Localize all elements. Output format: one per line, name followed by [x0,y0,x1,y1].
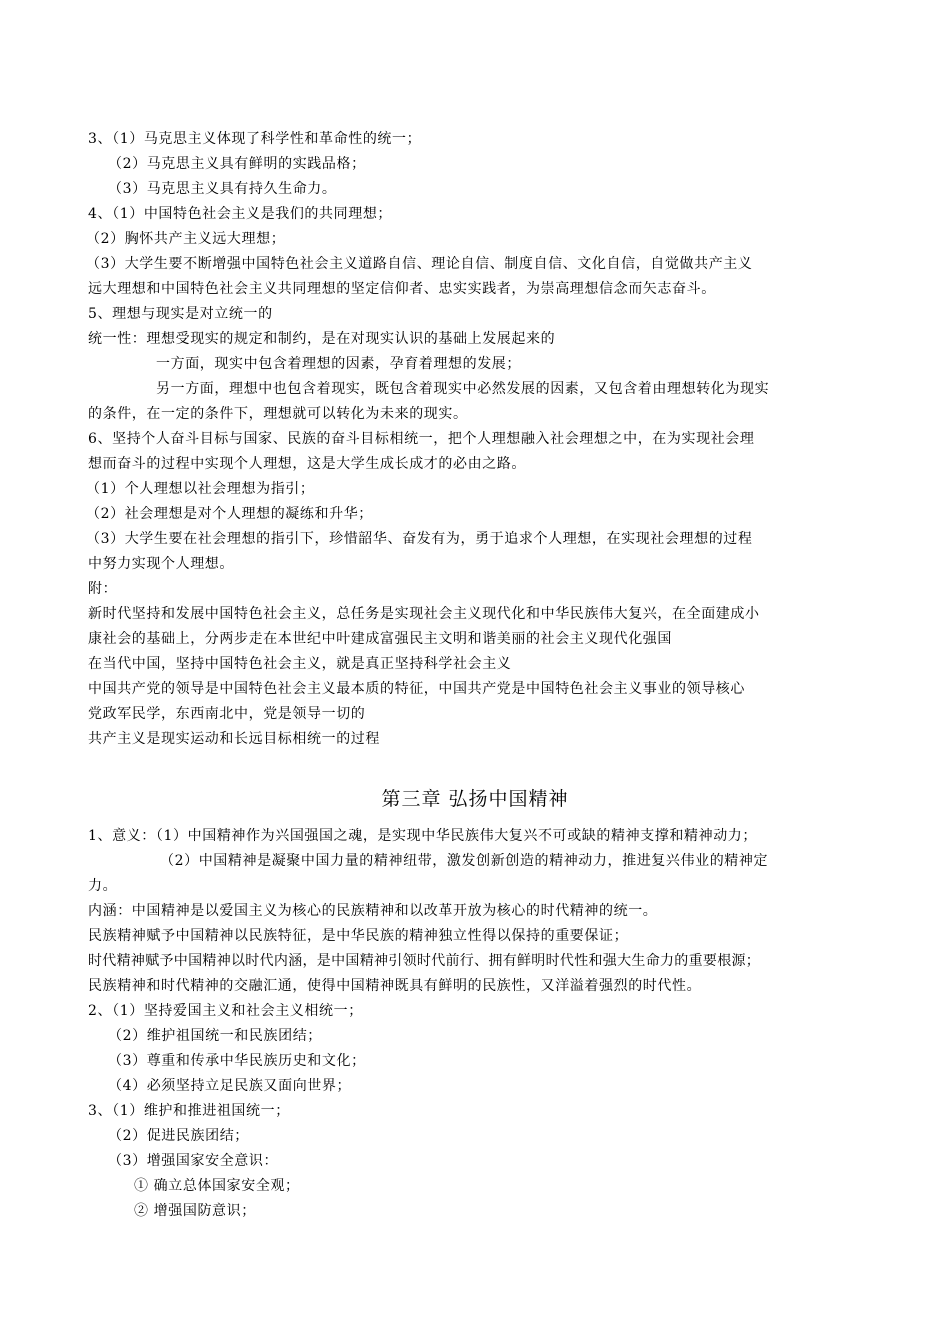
text-line: 附： [88,581,118,597]
text-line: （2）社会理想是对个人理想的凝练和升华； [86,506,373,522]
text-line: （3）增强国家安全意识： [108,1153,279,1169]
text-line: 想而奋斗的过程中实现个人理想，这是大学生成长成才的必由之路。 [88,456,526,472]
text-line: （3）大学生要在社会理想的指引下，珍惜韶华、奋发有为，勇于追求个人理想，在实现社会理想的过程 [86,531,753,547]
text-line: （2）促进民族团结； [108,1128,249,1144]
text-line: 中国共产党的领导是中国特色社会主义最本质的特征，中国共产党是中国特色社会主义事业的领导核心 [88,681,745,697]
text-line: 远大理想和中国特色社会主义共同理想的坚定信仰者、忠实实践者，为崇高理想信念而矢志奋斗。 [88,281,716,297]
text-line: 在当代中国，坚持中国特色社会主义，就是真正坚持科学社会主义 [88,656,512,672]
text-line: 共产主义是现实运动和长远目标相统一的过程 [88,731,380,747]
text-line: （2）胸怀共产主义远大理想； [86,231,286,247]
text-line: 3、（1）维护和推进祖国统一； [88,1103,290,1119]
text-line: 一方面，现实中包含着理想的因素，孕育着理想的发展； [156,356,521,372]
text-line: （1）个人理想以社会理想为指引； [86,481,315,497]
text-line: （3）大学生要不断增强中国特色社会主义道路自信、理论自信、制度自信、文化自信，自觉做共产主义 [86,256,753,272]
text-line: 康社会的基础上，分两步走在本世纪中叶建成富强民主文明和谐美丽的社会主义现代化强国 [88,631,672,647]
text-line: （4）必须坚持立足民族又面向世界； [108,1078,352,1094]
text-line: 1、意义：（1）中国精神作为兴国强国之魂，是实现中华民族伟大复兴不可或缺的精神支撑和精神动力； [88,828,758,844]
text-line: 新时代坚持和发展中国特色社会主义，总任务是实现社会主义现代化和中华民族伟大复兴，在全面建成小 [88,606,760,622]
text-line: （2）马克思主义具有鲜明的实践品格； [108,156,366,172]
text-line: （2）维护祖国统一和民族团结； [108,1028,322,1044]
text-line: （3）马克思主义具有持久生命力。 [108,181,337,197]
text-line: 时代精神赋予中国精神以时代内涵，是中国精神引领时代前行、拥有鲜明时代性和强大生命力的重要根源； [88,953,761,969]
text-line: ① 确立总体国家安全观； [134,1178,300,1194]
text-line: 民族精神赋予中国精神以民族特征，是中华民族的精神独立性得以保持的重要保证； [88,928,629,944]
text-line: 中努力实现个人理想。 [88,556,234,572]
text-line: 4、（1）中国特色社会主义是我们的共同理想； [88,206,393,222]
text-line: 2、（1）坚持爱国主义和社会主义相统一； [88,1003,363,1019]
chapter-title: 第三章 弘扬中国精神 [381,788,569,810]
text-line: 统一性：理想受现实的规定和制约，是在对现实认识的基础上发展起来的 [88,331,556,347]
text-line: 另一方面，理想中也包含着现实，既包含着现实中必然发展的因素，又包含着由理想转化为现实 [156,381,770,397]
text-line: 6、坚持个人奋斗目标与国家、民族的奋斗目标相统一，把个人理想融入社会理想之中，在为实现社会理 [88,431,755,447]
text-line: 内涵：中国精神是以爱国主义为核心的民族精神和以改革开放为核心的时代精神的统一。 [88,903,658,919]
text-line: 力。 [88,878,118,894]
text-line: 3、（1）马克思主义体现了科学性和革命性的统一； [88,131,422,147]
text-line: （2）中国精神是凝聚中国力量的精神纽带，激发创新创造的精神动力，推进复兴伟业的精神定 [160,853,769,869]
text-line: ② 增强国防意识； [134,1203,256,1219]
text-line: 民族精神和时代精神的交融汇通，使得中国精神既具有鲜明的民族性，又洋溢着强烈的时代性。 [88,978,702,994]
text-line: 的条件，在一定的条件下，理想就可以转化为未来的现实。 [88,406,468,422]
text-line: 5、理想与现实是对立统一的 [88,306,273,322]
text-line: 党政军民学，东西南北中，党是领导一切的 [88,706,366,722]
text-line: （3）尊重和传承中华民族历史和文化； [108,1053,366,1069]
